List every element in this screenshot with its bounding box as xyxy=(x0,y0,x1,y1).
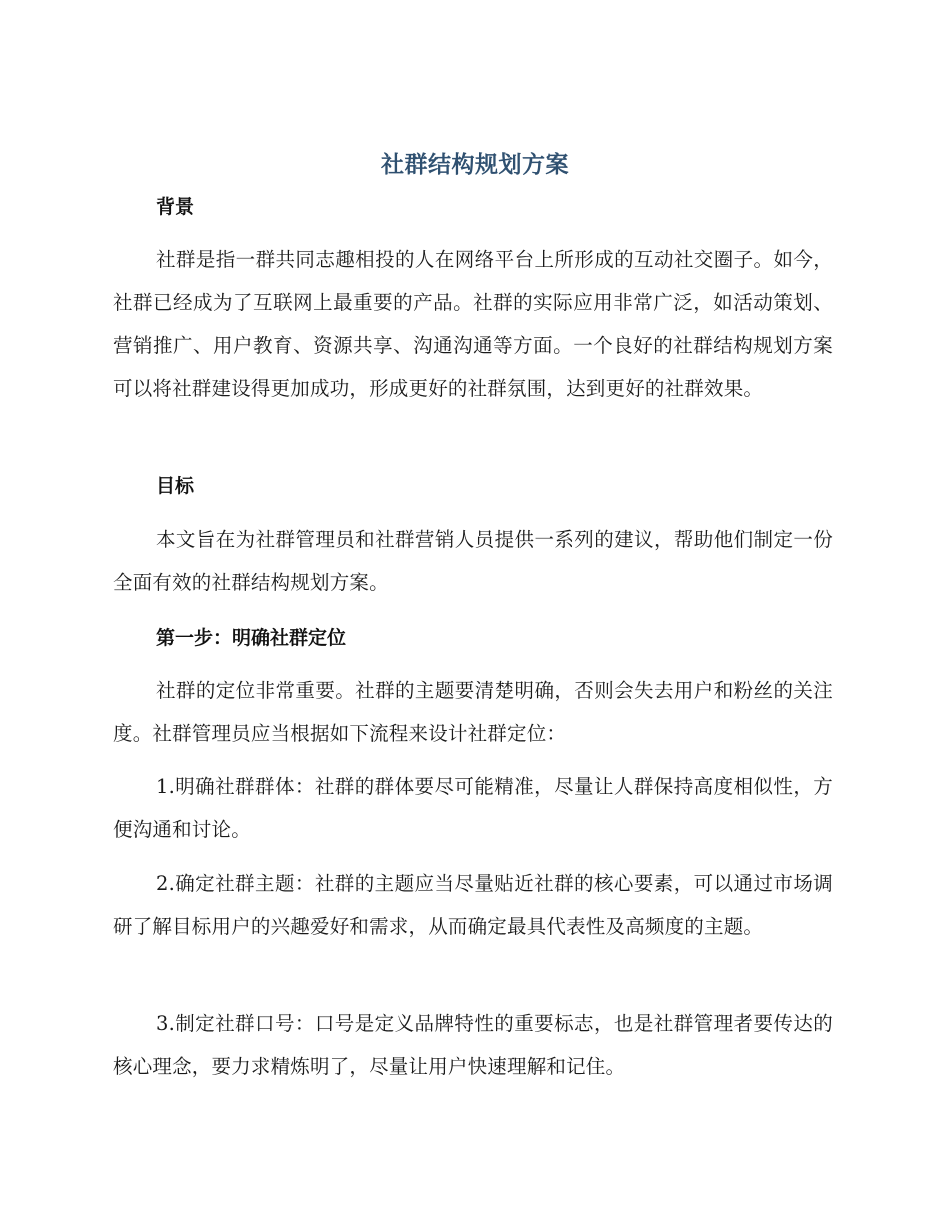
paragraph-background: 社群是指一群共同志趣相投的人在网络平台上所形成的互动社交圈子。如今，社群已经成为了互联网上最重要的产品。社群的实际应用非常广泛，如活动策划、营销推广、用户教育、资源共享、沟通沟通等方面。一个良好的社群结构规划方案可以将社群建设得更加成功，形成更好的社群氛围，达到更好的社群效果。 xyxy=(113,248,833,400)
section-heading-goal: 目标 xyxy=(156,475,195,497)
document-title: 社群结构规划方案 xyxy=(381,152,569,178)
paragraph-positioning-intro: 社群的定位非常重要。社群的主题要清楚明确，否则会失去用户和粉丝的关注度。社群管理员应当根据如下流程来设计社群定位： xyxy=(113,679,833,745)
section-heading-background: 背景 xyxy=(156,196,195,218)
paragraph-goal: 本文旨在为社群管理员和社群营销人员提供一系列的建议，帮助他们制定一份全面有效的社群结构规划方案。 xyxy=(113,528,833,594)
list-item-define-group: 1.明确社群群体：社群的群体要尽可能精准，尽量让人群保持高度相似性，方便沟通和讨论。 xyxy=(113,775,833,841)
list-item-define-slogan: 3.制定社群口号：口号是定义品牌特性的重要标志，也是社群管理者要传达的核心理念，要力求精炼明了，尽量让用户快速理解和记住。 xyxy=(113,1012,833,1078)
list-item-define-topic: 2.确定社群主题：社群的主题应当尽量贴近社群的核心要素，可以通过市场调研了解目标用户的兴趣爱好和需求，从而确定最具代表性及高频度的主题。 xyxy=(113,872,833,938)
section-heading-step-one: 第一步：明确社群定位 xyxy=(156,627,347,649)
